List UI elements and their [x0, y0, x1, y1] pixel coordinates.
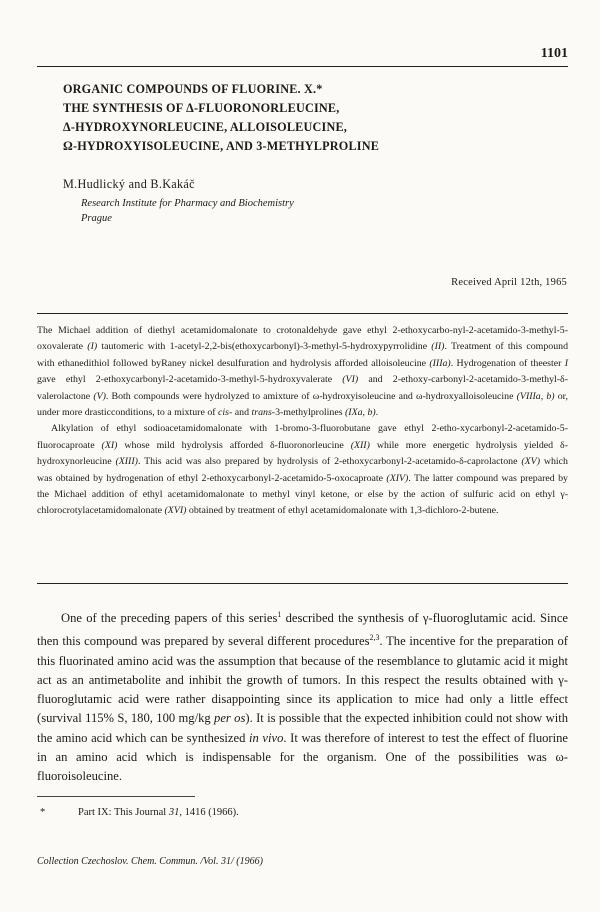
authors: M.Hudlický and B.Kakáč	[63, 177, 195, 191]
footnote-rule	[37, 796, 195, 797]
footnote-mark: *	[40, 807, 46, 818]
article-title	[63, 80, 543, 156]
reference-superscript: 1	[277, 610, 282, 619]
abstract-top-rule	[37, 313, 568, 314]
abstract-paragraph-2: Alkylation of ethyl sodioacetamidomalonate with 1-bromo-3-fluorobutane gave ethyl 2-etho-xycarbonyl-2-acetamido-5-fluorocaproate (XI) whose mild hydrolysis afforded δ-fluoronorleucine (XII) while more energetic hydrolysis yielded δ-hydroxynorleucine (XIII). This acid was also prepared by hydrolysis of 2-ethoxycarbonyl-2-acetamido-δ-caprolactone (XV) which was obtained by hydrogenation of ethyl 2-ethoxycarbonyl-2-acetamido-5-oxocaproate (XIV). The latter compound was prepared by the Michael addition of ethyl acetamidomalonate to methyl vinyl ketone, or else by the action of sulfuric acid on ethyl γ-chlorocrotylacetamidomalonate (XVI) obtained by treatment of ethyl acetamidomalonate with 1,3-dichloro-2-butene.	[37, 423, 568, 517]
journal-footer: Collection Czechoslov. Chem. Commun. /Vol. 31/ (1966)	[37, 856, 263, 867]
reference-superscript: 2,3	[369, 633, 380, 643]
received-date: Received April 12th, 1965	[451, 277, 567, 288]
affiliation-city: Prague	[81, 213, 112, 224]
title-line: ORGANIC COMPOUNDS OF FLUORINE. X.*	[63, 82, 323, 96]
body-text	[37, 605, 568, 786]
title-line: Δ-HYDROXYNORLEUCINE, ALLOISOLEUCINE,	[63, 120, 348, 134]
affiliation	[81, 196, 294, 226]
abstract	[37, 323, 568, 520]
title-line: Ω-HYDROXYISOLEUCINE, AND 3-METHYLPROLINE	[63, 139, 380, 153]
abstract-paragraph-1: The Michael addition of diethyl acetamidomalonate to crotonaldehyde gave ethyl 2-ethoxycarbo-nyl-2-acetamido-3-methyl-5-oxovalerate (I) tautomeric with 1-acetyl-2,2-bis(ethoxycarbonyl)-3-methyl-5-hydroxypyrrolidine (II). Treatment of this compound with ethanedithiol followed byRaney nickel desulfuration and hydrolysis afforded alloisoleucine (IIIa). Hydrogenation of theester I gave ethyl 2-ethoxycarbonyl-2-acetamido-3-methyl-5-hydroxyvalerate (VI) and 2-ethoxy-carbonyl-2-acetamido-3-methyl-δ-valerolactone (V). Both compounds were hydrolyzed to amixture of ω-hydroxyisoleucine and ω-hydroxyalloisoleucine (VIIIa, b) or, under more drasticconditions, to a mixture of cis- and trans-3-methylprolines (IXa, b).	[37, 325, 569, 419]
affiliation-institute: Research Institute for Pharmacy and Biochemistry	[81, 198, 294, 209]
body-paragraph: One of the preceding papers of this series$^1$ described the synthesis of γ-fluoroglutamic acid. Since then this compound was prepared by several different procedures$^{2,3}$. The incentive for the preparation of this fluorinated amino acid was the assumption that because of the resemblance to glutamic acid it might act as an antimetabolite and inhibit the growth of tumors. In this respect the results obtained with γ-fluoroglutamic acid were rather disappointing since its application to mice had only a little effect (survival 115% S, 180, 100 mg/kg per os). It is possible that the expected inhibition could not show with the amino acid which can be synthesized in vivo. It was therefore of interest to test the effect of fluorine in an amino acid which is indispensable for the organism. One of the possibilities was ω-fluoroisoleucine.	[37, 610, 569, 783]
page-number: 1101	[540, 46, 568, 61]
header-rule	[37, 66, 568, 67]
footnote: * Part IX: This Journal 31, 1416 (1966).	[40, 807, 239, 818]
title-line: THE SYNTHESIS OF Δ-FLUORONORLEUCINE,	[63, 101, 340, 115]
abstract-bottom-rule	[37, 583, 568, 584]
